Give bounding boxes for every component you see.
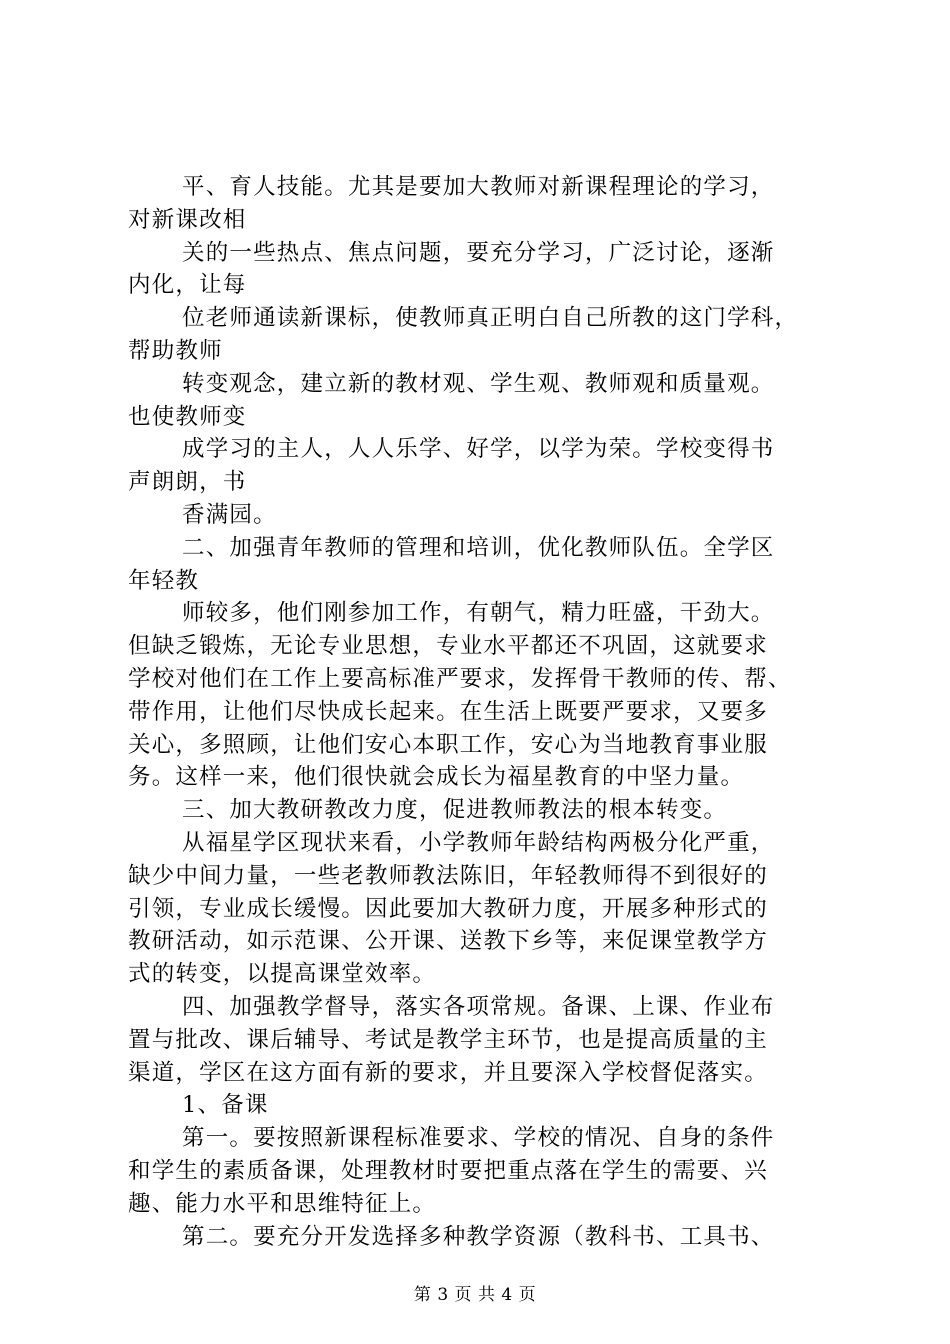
text-line: 转变观念，建立新的教材观、学生观、教师观和质量观。 bbox=[182, 370, 775, 397]
text-line: 三、加大教研教改力度，促进教师教法的根本转变。 bbox=[182, 797, 728, 824]
text-line: 内化，让每 bbox=[128, 272, 247, 299]
text-line: 带作用，让他们尽快成长起来。在生活上既要严要求，又要多 bbox=[128, 698, 768, 725]
text-line: 声朗朗，书 bbox=[128, 469, 247, 496]
body-text bbox=[128, 171, 840, 1253]
text-line: 但缺乏锻炼，无论专业思想，专业水平都还不巩固，这就要求 bbox=[128, 633, 768, 660]
text-line: 二、加强青年教师的管理和培训，优化教师队伍。全学区 bbox=[182, 534, 775, 561]
text-line: 师较多，他们刚参加工作，有朝气，精力旺盛，干劲大。 bbox=[182, 600, 775, 627]
text-line: 置与批改、课后辅导、考试是教学主环节，也是提高质量的主 bbox=[128, 1026, 768, 1053]
text-line: 成学习的主人，人人乐学、好学，以学为荣。学校变得书 bbox=[182, 436, 775, 463]
text-line: 学校对他们在工作上要高标准严要求，发挥骨干教师的传、帮、 bbox=[128, 665, 792, 692]
text-line: 关的一些热点、焦点问题，要充分学习，广泛讨论，逐渐 bbox=[182, 239, 775, 266]
page-footer: 第 3 页 共 4 页 bbox=[413, 1285, 537, 1305]
text-line: 关心，多照顾，让他们安心本职工作，安心为当地教育事业服 bbox=[128, 731, 768, 758]
text-line: 年轻教 bbox=[128, 567, 200, 594]
text-line: 从福星学区现状来看，小学教师年龄结构两极分化严重， bbox=[182, 829, 775, 856]
text-line: 平、育人技能。尤其是要加大教师对新课程理论的学习， bbox=[182, 174, 775, 200]
text-line: 位老师通读新课标，使教师真正明白自己所教的这门学科， bbox=[182, 305, 799, 332]
text-line: 帮助教师 bbox=[128, 337, 223, 364]
text-line: 第一。要按照新课程标准要求、学校的情况、自身的条件 bbox=[182, 1125, 775, 1152]
text-line: 趣、能力水平和思维特征上。 bbox=[128, 1190, 437, 1217]
text-line: 四、加强教学督导，落实各项常规。备课、上课、作业布 bbox=[182, 993, 775, 1020]
text-line: 式的转变，以提高课堂效率。 bbox=[128, 961, 437, 988]
text-line: 缺少中间力量，一些老教师教法陈旧，年轻教师得不到很好的 bbox=[128, 862, 768, 889]
text-line: 1、备课 bbox=[182, 1092, 269, 1119]
text-line: 也使教师变 bbox=[128, 403, 247, 430]
text-line: 务。这样一来，他们很快就会成长为福星教育的中坚力量。 bbox=[128, 764, 745, 791]
text-line: 渠道，学区在这方面有新的要求，并且要深入学校督促落实。 bbox=[128, 1059, 768, 1086]
text-line: 对新课改相 bbox=[128, 206, 247, 233]
text-line: 第二。要充分开发选择多种教学资源（教科书、工具书、 bbox=[182, 1223, 775, 1250]
text-line: 教研活动，如示范课、公开课、送教下乡等，来促课堂教学方 bbox=[128, 928, 768, 955]
text-line: 和学生的素质备课，处理教材时要把重点落在学生的需要、兴 bbox=[128, 1157, 768, 1184]
text-line: 引领，专业成长缓慢。因此要加大教研力度，开展多种形式的 bbox=[128, 895, 768, 922]
text-line: 香满园。 bbox=[182, 501, 277, 528]
